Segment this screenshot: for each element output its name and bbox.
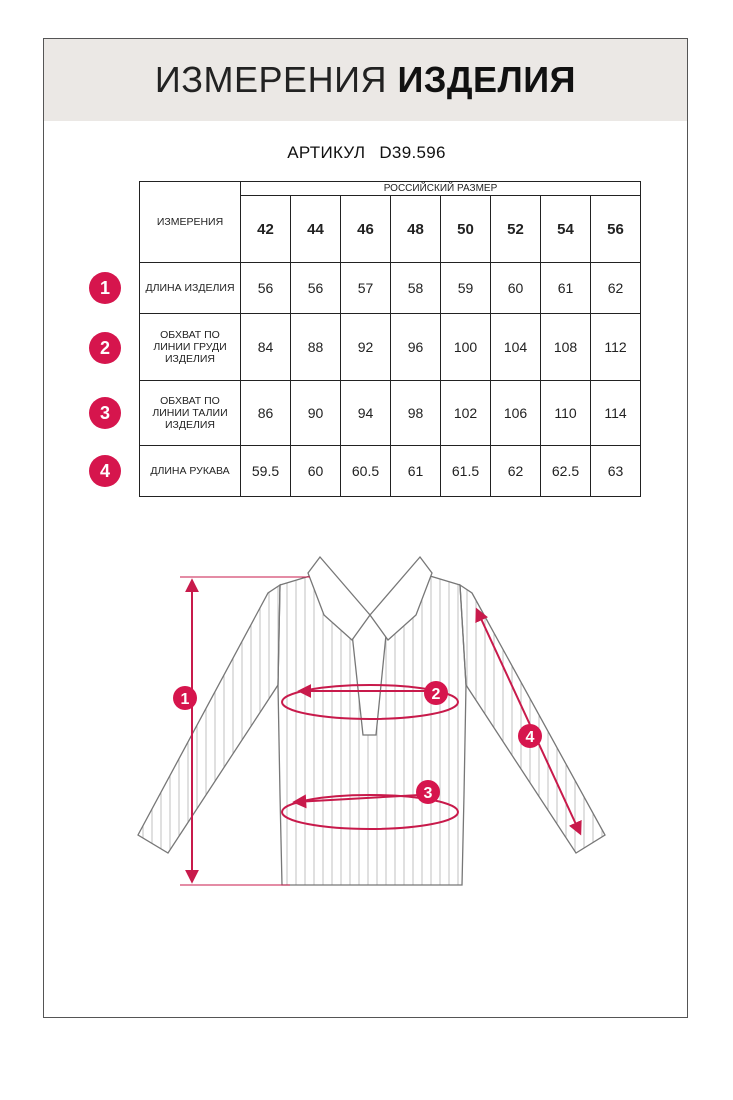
marker-2: 2 (431, 686, 441, 703)
table-cell: 84 (241, 314, 291, 381)
corner-label: ИЗМЕРЕНИЯ (140, 182, 241, 263)
group-header: РОССИЙСКИЙ РАЗМЕР (241, 182, 641, 196)
row-label: ОБХВАТ ПО ЛИНИИ ТАЛИИ ИЗДЕЛИЯ (140, 381, 241, 446)
table-cell: 86 (241, 381, 291, 446)
size-header: 54 (541, 196, 591, 263)
table-cell: 100 (441, 314, 491, 381)
table-cell: 63 (591, 446, 641, 497)
table-cell: 106 (491, 381, 541, 446)
table-cell: 90 (291, 381, 341, 446)
title-light: ИЗМЕРЕНИЯ (154, 59, 387, 100)
table-cell: 114 (591, 381, 641, 446)
row-badge: 3 (89, 397, 121, 429)
table-cell: 59.5 (241, 446, 291, 497)
table-cell: 60 (491, 263, 541, 314)
size-header: 42 (241, 196, 291, 263)
table-cell: 61 (541, 263, 591, 314)
size-header: 44 (291, 196, 341, 263)
right-sleeve (460, 585, 605, 853)
table-cell: 88 (291, 314, 341, 381)
row-label: ДЛИНА ИЗДЕЛИЯ (140, 263, 241, 314)
article-code: D39.596 (379, 143, 446, 162)
table-cell: 61.5 (441, 446, 491, 497)
size-table (139, 181, 641, 497)
table-cell: 60 (291, 446, 341, 497)
size-header: 56 (591, 196, 641, 263)
marker-4: 4 (525, 729, 535, 746)
table-cell: 57 (341, 263, 391, 314)
table-cell: 58 (391, 263, 441, 314)
table-row (140, 381, 641, 446)
table-row (140, 263, 641, 314)
table-cell: 56 (291, 263, 341, 314)
row-badge: 1 (89, 272, 121, 304)
table-cell: 59 (441, 263, 491, 314)
row-badge: 2 (89, 332, 121, 364)
table-cell: 104 (491, 314, 541, 381)
table-row (140, 446, 641, 497)
row-badge: 4 (89, 455, 121, 487)
table-cell: 110 (541, 381, 591, 446)
table-cell: 94 (341, 381, 391, 446)
row-label: ДЛИНА РУКАВА (140, 446, 241, 497)
table-cell: 61 (391, 446, 441, 497)
size-header: 50 (441, 196, 491, 263)
page-title (44, 58, 687, 102)
table-cell: 102 (441, 381, 491, 446)
size-header: 46 (341, 196, 391, 263)
table-cell: 98 (391, 381, 441, 446)
article-line (0, 143, 733, 163)
row-label: ОБХВАТ ПО ЛИНИИ ГРУДИ ИЗДЕЛИЯ (140, 314, 241, 381)
table-cell: 96 (391, 314, 441, 381)
table-cell: 92 (341, 314, 391, 381)
table-cell: 108 (541, 314, 591, 381)
table-cell: 62 (591, 263, 641, 314)
table-cell: 56 (241, 263, 291, 314)
article-label: АРТИКУЛ (287, 143, 366, 162)
marker-3: 3 (423, 785, 433, 802)
marker-1: 1 (180, 691, 190, 708)
table-cell: 112 (591, 314, 641, 381)
garment-diagram (130, 545, 610, 905)
table-cell: 60.5 (341, 446, 391, 497)
size-header: 52 (491, 196, 541, 263)
title-bold: ИЗДЕЛИЯ (397, 59, 577, 100)
table-row (140, 314, 641, 381)
left-sleeve (138, 585, 280, 853)
table-cell: 62 (491, 446, 541, 497)
size-header: 48 (391, 196, 441, 263)
table-cell: 62.5 (541, 446, 591, 497)
